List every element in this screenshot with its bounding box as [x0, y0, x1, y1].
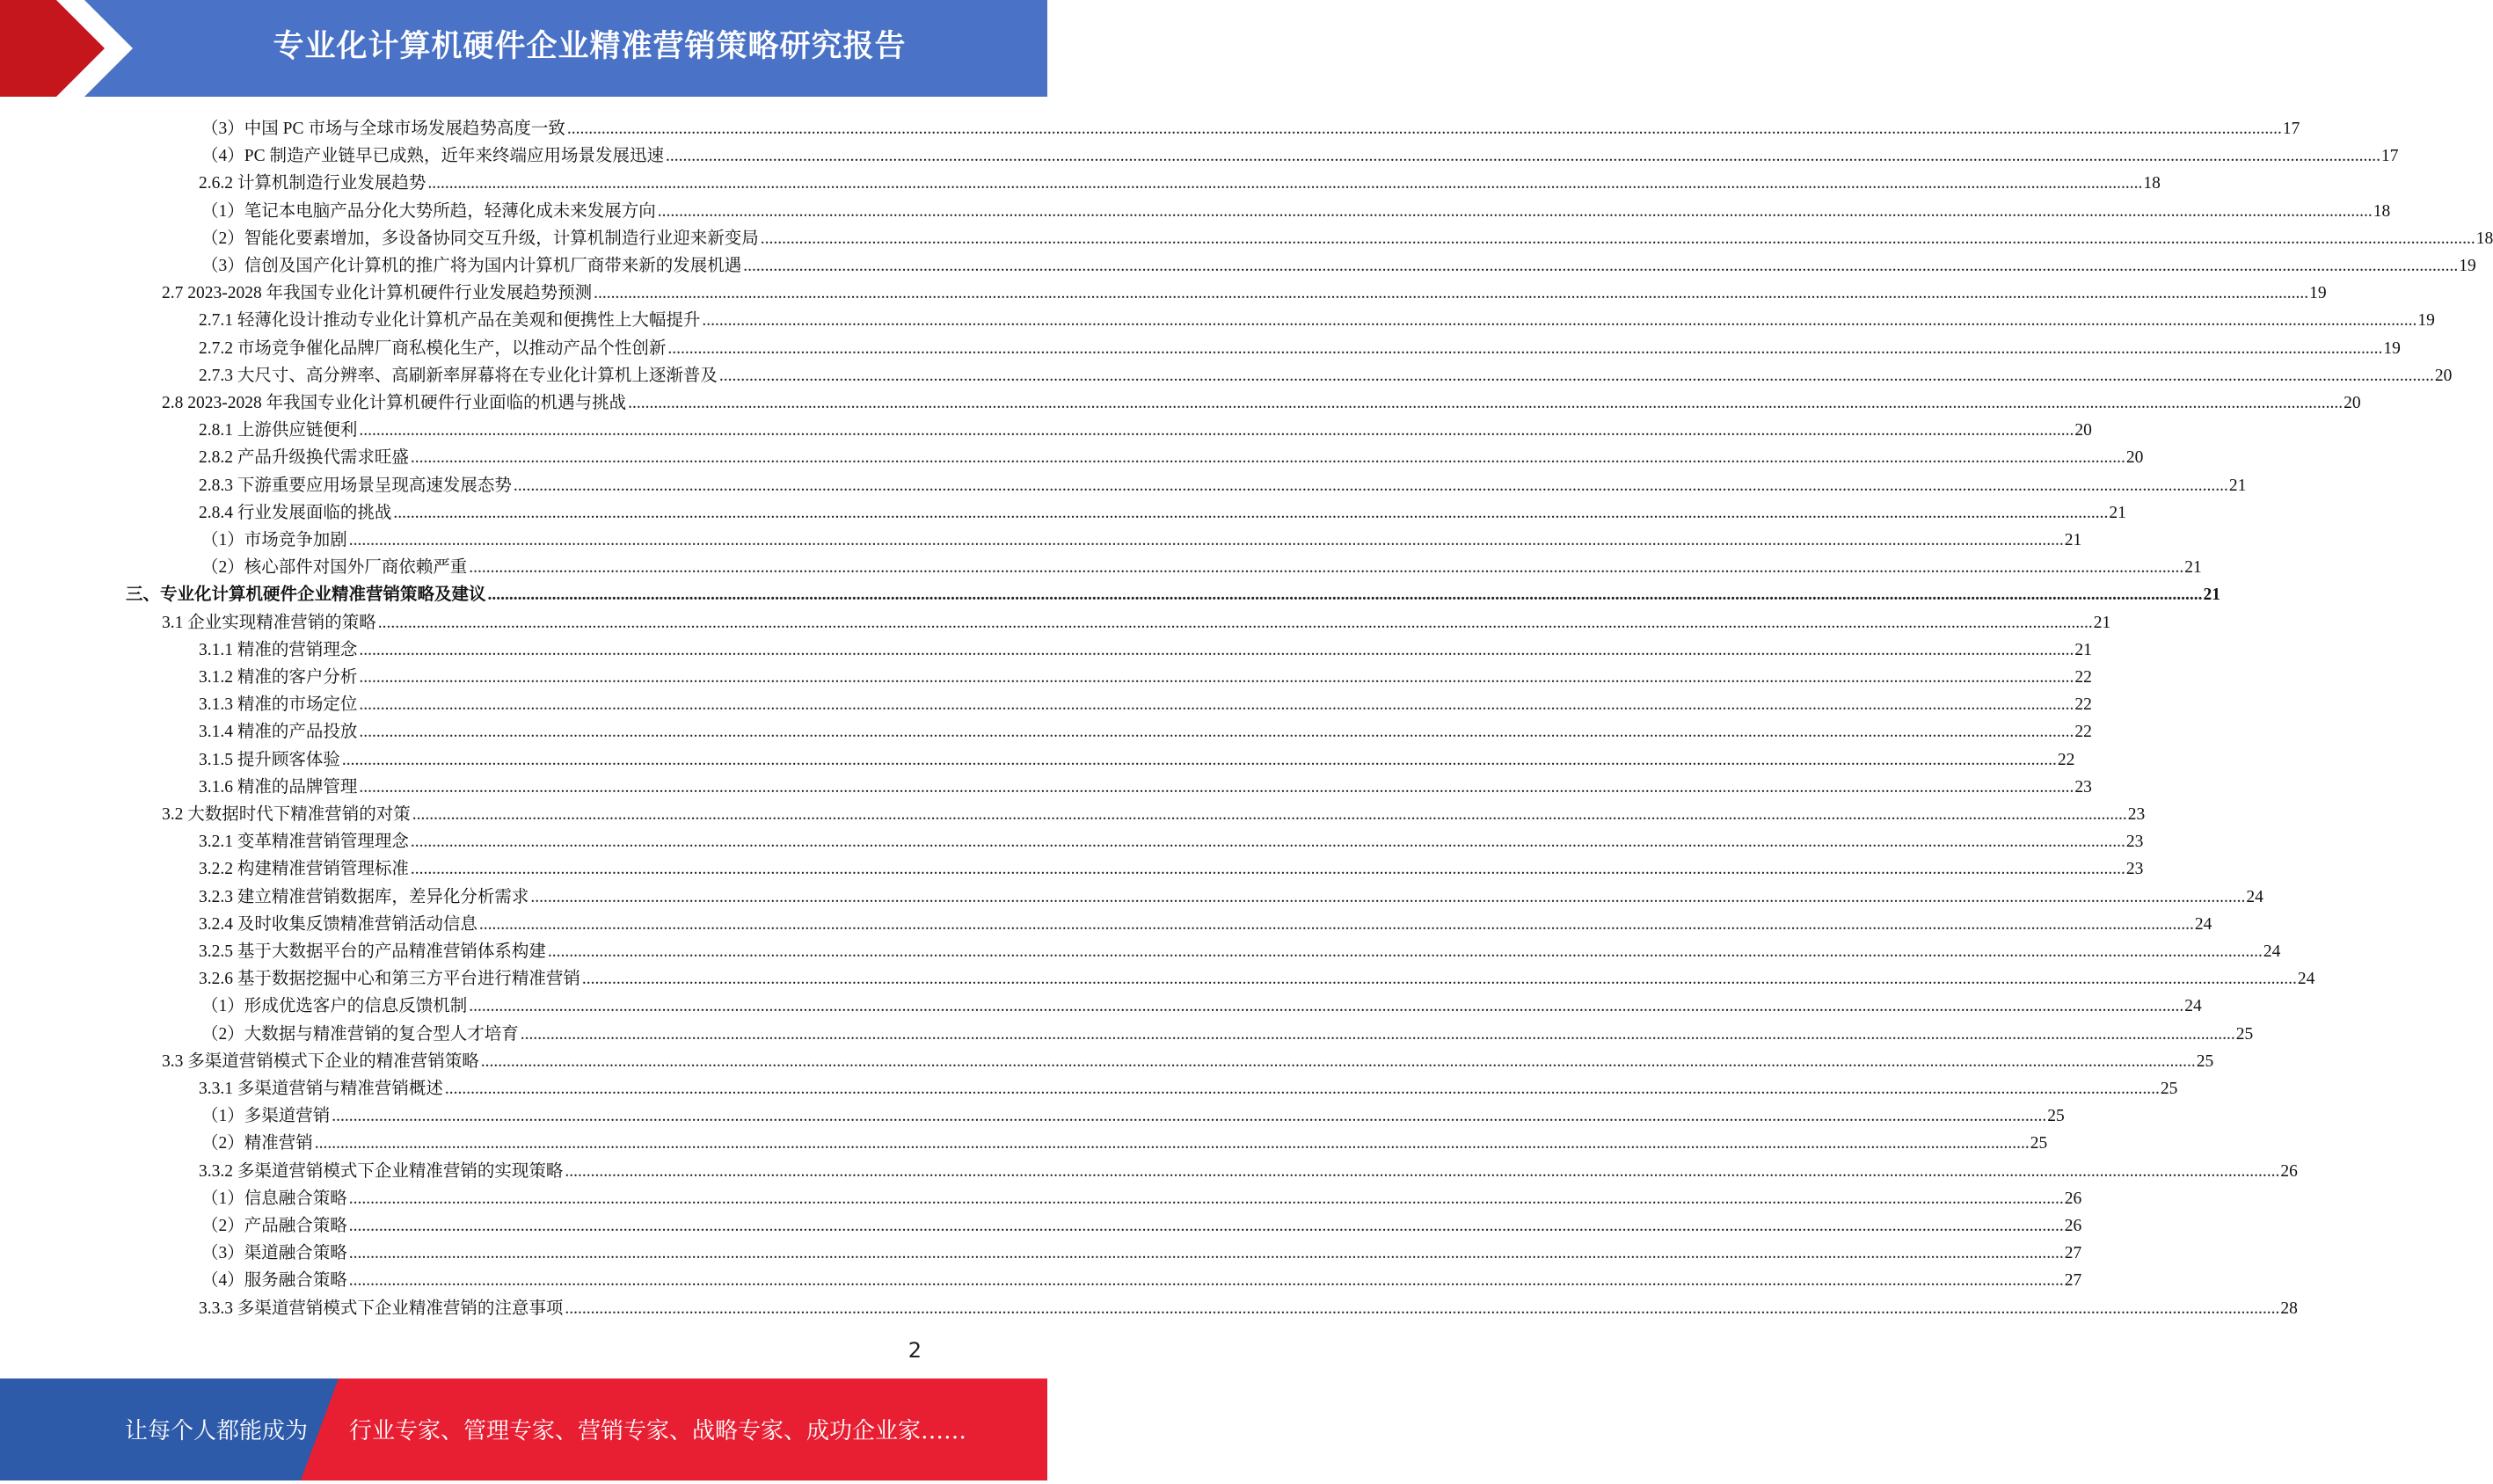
toc-entry[interactable] [199, 1291, 2298, 1319]
toc-entry-label: 3.1.3 精准的市场定位 [199, 695, 358, 715]
toc-entry-page: 18 [2143, 174, 2161, 193]
toc-entry[interactable] [162, 386, 2361, 413]
toc-entry-label: 2.7.1 轻薄化设计推动专业化计算机产品在美观和便携性上大幅提升 [199, 311, 701, 331]
toc-entry-page: 24 [2297, 970, 2315, 989]
toc-entry-page: 25 [2196, 1051, 2214, 1071]
toc-entry[interactable] [162, 1044, 2214, 1072]
toc-entry[interactable] [199, 743, 2075, 770]
toc-entry-page: 23 [2125, 860, 2144, 879]
toc-leader-dots: ................................................................................................................................................................................................................................................................................................................................................................................................................ [314, 1134, 2030, 1153]
toc-leader-dots: ................................................................................................................................................................................................................................................................................................................................................................................................................ [359, 777, 2074, 797]
toc-entry[interactable] [162, 276, 2327, 303]
toc-entry[interactable] [199, 660, 2092, 687]
toc-leader-dots: ................................................................................................................................................................................................................................................................................................................................................................................................................ [412, 805, 2127, 824]
toc-entry-label: 3.2.4 及时收集反馈精准营销活动信息 [199, 914, 477, 934]
toc-leader-dots: ................................................................................................................................................................................................................................................................................................................................................................................................................ [581, 970, 2297, 989]
toc-entry-label: 2.7 2023-2028 年我国专业化计算机硬件行业发展趋势预测 [162, 284, 593, 303]
toc-entry-page: 19 [2309, 284, 2327, 303]
toc-entry-page: 21 [2203, 586, 2221, 605]
toc-entry[interactable] [201, 112, 2300, 139]
toc-entry-page: 20 [2125, 448, 2144, 468]
toc-entry-label: 3.1.5 提升顾客体验 [199, 750, 340, 769]
toc-entry-page: 24 [2246, 887, 2263, 906]
toc-entry-page: 25 [2030, 1134, 2048, 1153]
toc-leader-dots: ................................................................................................................................................................................................................................................................................................................................................................................................................ [480, 1051, 2196, 1071]
toc-entry-page: 21 [2064, 531, 2082, 549]
toc-entry-page: 26 [2064, 1189, 2082, 1208]
toc-entry-page: 23 [2127, 805, 2146, 824]
toc-leader-dots: ................................................................................................................................................................................................................................................................................................................................................................................................................ [760, 229, 2475, 248]
toc-entry-label: 2.8.3 下游重要应用场景呈现高速发展态势 [199, 476, 512, 495]
toc-entry[interactable] [199, 770, 2092, 797]
toc-entry-page: 23 [2125, 833, 2144, 852]
toc-leader-dots: ................................................................................................................................................................................................................................................................................................................................................................................................................ [359, 421, 2074, 440]
toc-entry[interactable] [199, 303, 2435, 331]
toc-entry-page: 22 [2074, 695, 2092, 715]
toc-entry-page: 26 [2064, 1217, 2082, 1235]
toc-entry[interactable] [199, 687, 2092, 715]
toc-leader-dots: ................................................................................................................................................................................................................................................................................................................................................................................................................ [393, 503, 2109, 522]
toc-entry-page: 25 [2047, 1107, 2065, 1126]
toc-entry[interactable] [201, 1182, 2082, 1209]
toc-entry-page: 22 [2074, 668, 2092, 687]
toc-entry-label: （4）PC 制造产业链早已成熟，近年来终端应用场景发展迅速 [201, 147, 664, 166]
toc-entry-page: 24 [2184, 997, 2202, 1016]
toc-entry[interactable] [199, 715, 2092, 742]
toc-entry-label: （1）笔记本电脑产品分化大势所趋，轻薄化成未来发展方向 [201, 201, 656, 221]
toc-entry[interactable] [199, 935, 2281, 962]
toc-entry-label: 2.7.2 市场竞争催化品牌厂商私模化生产，以推动产品个性创新 [199, 338, 667, 358]
toc-entry-label: （2）核心部件对国外厂商依赖严重 [201, 558, 468, 578]
toc-entry-label: （2）智能化要素增加，多设备协同交互升级，计算机制造行业迎来新变局 [201, 229, 759, 248]
toc-entry-page: 20 [2434, 366, 2453, 385]
toc-entry-label: 2.6.2 计算机制造行业发展趋势 [199, 174, 426, 193]
toc-entry[interactable] [199, 852, 2144, 879]
toc-leader-dots: ................................................................................................................................................................................................................................................................................................................................................................................................................ [359, 695, 2074, 715]
toc-entry-label: 2.7.3 大尺寸、高分辨率、高刷新率屏幕将在专业化计算机上逐渐普及 [199, 366, 718, 385]
toc-entry-page: 24 [2263, 942, 2281, 961]
toc-leader-dots: ................................................................................................................................................................................................................................................................................................................................................................................................................ [665, 147, 2380, 166]
toc-entry[interactable] [199, 359, 2453, 386]
toc-leader-dots: ................................................................................................................................................................................................................................................................................................................................................................................................................ [469, 997, 2184, 1016]
page-header [0, 0, 1047, 97]
toc-entry-label: （3）渠道融合策略 [201, 1244, 347, 1263]
footer-slogan-right: 行业专家、管理专家、营销专家、战略专家、成功企业家…… [349, 1418, 967, 1444]
toc-entry-label: 3.2.6 基于数据挖掘中心和第三方平台进行精准营销 [199, 970, 580, 989]
toc-entry[interactable] [201, 1209, 2082, 1236]
toc-entry-label: 3.1.4 精准的产品投放 [199, 723, 358, 742]
toc-leader-dots: ................................................................................................................................................................................................................................................................................................................................................................................................................ [410, 833, 2125, 852]
toc-entry-label: （2）大数据与精准营销的复合型人才培育 [201, 1024, 519, 1044]
toc-entry[interactable] [199, 166, 2161, 193]
toc-entry-label: 2.8.2 产品升级换代需求旺盛 [199, 448, 409, 468]
toc-entry-label: 2.8.1 上游供应链便利 [199, 421, 358, 440]
toc-leader-dots: ................................................................................................................................................................................................................................................................................................................................................................................................................ [410, 448, 2125, 468]
toc-entry[interactable] [199, 496, 2126, 523]
toc-leader-dots: ................................................................................................................................................................................................................................................................................................................................................................................................................ [341, 750, 2057, 769]
toc-entry-label: 3.2 大数据时代下精准营销的对策 [162, 805, 411, 824]
toc-entry-page: 21 [2184, 558, 2202, 578]
toc-entry-page: 28 [2280, 1298, 2298, 1318]
toc-leader-dots: ................................................................................................................................................................................................................................................................................................................................................................................................................ [628, 394, 2344, 412]
toc-entry-label: 3.1.2 精准的客户分析 [199, 668, 358, 687]
toc-entry-label: （1）市场竞争加剧 [201, 531, 347, 549]
report-title: 专业化计算机硬件企业精准营销策略研究报告 [273, 29, 907, 64]
toc-entry-label: 3.3.3 多渠道营销模式下企业精准营销的注意事项 [199, 1298, 564, 1318]
toc-leader-dots: ................................................................................................................................................................................................................................................................................................................................................................................................................ [478, 914, 2194, 934]
toc-leader-dots: ................................................................................................................................................................................................................................................................................................................................................................................................................ [487, 586, 2203, 605]
toc-leader-dots: ................................................................................................................................................................................................................................................................................................................................................................................................................ [657, 201, 2373, 221]
toc-entry-label: 3.2.5 基于大数据平台的产品精准营销体系构建 [199, 942, 546, 961]
page-footer [0, 1379, 1047, 1480]
toc-entry[interactable] [201, 222, 2493, 249]
toc-leader-dots: ................................................................................................................................................................................................................................................................................................................................................................................................................ [667, 338, 2383, 358]
toc-entry[interactable] [201, 523, 2082, 550]
toc-entry-label: 3.1 企业实现精准营销的策略 [162, 613, 376, 632]
page-number: 2 [908, 1338, 922, 1363]
toc-entry-page: 20 [2344, 394, 2361, 412]
toc-entry-page: 26 [2280, 1161, 2298, 1181]
toc-entry[interactable] [199, 331, 2401, 359]
toc-entry-page: 21 [2109, 503, 2126, 522]
toc-entry[interactable] [199, 469, 2247, 496]
toc-entry-page: 20 [2074, 421, 2092, 440]
toc-leader-dots: ................................................................................................................................................................................................................................................................................................................................................................................................................ [348, 1217, 2064, 1235]
toc-leader-dots: ................................................................................................................................................................................................................................................................................................................................................................................................................ [547, 942, 2263, 961]
toc-entry-page: 22 [2057, 750, 2075, 769]
toc-leader-dots: ................................................................................................................................................................................................................................................................................................................................................................................................................ [348, 1244, 2064, 1263]
toc-entry-page: 23 [2074, 777, 2092, 797]
toc-leader-dots: ................................................................................................................................................................................................................................................................................................................................................................................................................ [566, 120, 2282, 138]
toc-entry[interactable] [201, 249, 2476, 276]
toc-entry-page: 21 [2074, 640, 2092, 659]
toc-entry-page: 25 [2160, 1080, 2178, 1098]
toc-entry[interactable] [201, 1263, 2082, 1291]
toc-entry-label: 2.8 2023-2028 年我国专业化计算机硬件行业面临的机遇与挑战 [162, 394, 627, 412]
toc-entry[interactable] [201, 1126, 2048, 1153]
toc-entry[interactable] [199, 1072, 2178, 1099]
toc-leader-dots: ................................................................................................................................................................................................................................................................................................................................................................................................................ [359, 640, 2074, 659]
toc-entry-label: （3）信创及国产化计算机的推广将为国内计算机厂商带来新的发展机遇 [201, 257, 742, 275]
toc-entry[interactable] [201, 194, 2391, 222]
toc-entry[interactable] [199, 440, 2144, 468]
toc-leader-dots: ................................................................................................................................................................................................................................................................................................................................................................................................................ [594, 284, 2309, 303]
toc-leader-dots: ................................................................................................................................................................................................................................................................................................................................................................................................................ [359, 668, 2074, 687]
toc-entry[interactable] [201, 139, 2399, 166]
toc-entry[interactable] [126, 578, 2221, 605]
toc-entry-label: 3.2.3 建立精准营销数据库，差异化分析需求 [199, 887, 529, 906]
toc-entry[interactable] [199, 962, 2315, 989]
toc-leader-dots: ................................................................................................................................................................................................................................................................................................................................................................................................................ [565, 1298, 2280, 1318]
toc-entry[interactable] [199, 1154, 2298, 1182]
toc-leader-dots: ................................................................................................................................................................................................................................................................................................................................................................................................................ [427, 174, 2143, 193]
toc-entry[interactable] [162, 606, 2111, 633]
toc-entry-page: 24 [2194, 914, 2212, 934]
toc-entry-label: 3.3.2 多渠道营销模式下企业精准营销的实现策略 [199, 1161, 564, 1181]
toc-leader-dots: ................................................................................................................................................................................................................................................................................................................................................................................................................ [513, 476, 2228, 495]
toc-leader-dots: ................................................................................................................................................................................................................................................................................................................................................................................................................ [348, 1271, 2064, 1291]
toc-entry-page: 19 [2417, 311, 2435, 331]
toc-entry-page: 25 [2235, 1024, 2254, 1044]
toc-entry-page: 18 [2373, 201, 2391, 221]
toc-entry-label: （1）形成优选客户的信息反馈机制 [201, 997, 468, 1016]
toc-leader-dots: ................................................................................................................................................................................................................................................................................................................................................................................................................ [410, 860, 2125, 879]
toc-leader-dots: ................................................................................................................................................................................................................................................................................................................................................................................................................ [348, 531, 2064, 549]
toc-entry[interactable] [162, 797, 2146, 825]
toc-leader-dots: ................................................................................................................................................................................................................................................................................................................................................................................................................ [444, 1080, 2160, 1098]
toc-leader-dots: ................................................................................................................................................................................................................................................................................................................................................................................................................ [348, 1189, 2064, 1208]
toc-entry[interactable] [199, 907, 2212, 935]
toc-entry-page: 27 [2064, 1244, 2082, 1263]
toc-entry-page: 22 [2074, 723, 2092, 742]
toc-entry-label: （1）多渠道营销 [201, 1107, 331, 1126]
toc-leader-dots: ................................................................................................................................................................................................................................................................................................................................................................................................................ [565, 1161, 2280, 1181]
toc-entry[interactable] [201, 989, 2202, 1016]
toc-entry[interactable] [201, 1099, 2065, 1126]
toc-leader-dots: ................................................................................................................................................................................................................................................................................................................................................................................................................ [359, 723, 2074, 742]
toc-entry-page: 21 [2228, 476, 2247, 495]
toc-entry-label: 3.3.1 多渠道营销与精准营销概述 [199, 1080, 443, 1098]
toc-entry-label: （4）服务融合策略 [201, 1271, 347, 1291]
toc-entry-page: 17 [2380, 147, 2399, 166]
toc-entry-page: 19 [2459, 257, 2476, 275]
toc-leader-dots: ................................................................................................................................................................................................................................................................................................................................................................................................................ [718, 366, 2434, 385]
toc-entry-label: 3.2.2 构建精准营销管理标准 [199, 860, 409, 879]
toc-entry[interactable] [201, 1017, 2254, 1044]
toc-entry-label: （3）中国 PC 市场与全球市场发展趋势高度一致 [201, 120, 565, 138]
toc-entry-label: （2）精准营销 [201, 1134, 313, 1153]
toc-leader-dots: ................................................................................................................................................................................................................................................................................................................................................................................................................ [743, 257, 2459, 275]
toc-leader-dots: ................................................................................................................................................................................................................................................................................................................................................................................................................ [520, 1024, 2235, 1044]
toc-entry-page: 17 [2282, 120, 2300, 138]
footer-slogan-left: 让每个人都能成为 [125, 1418, 309, 1444]
toc-leader-dots: ................................................................................................................................................................................................................................................................................................................................................................................................................ [702, 311, 2417, 331]
toc-entry[interactable] [199, 413, 2092, 440]
toc-entry-label: 3.3 多渠道营销模式下企业的精准营销策略 [162, 1051, 479, 1071]
toc-leader-dots: ................................................................................................................................................................................................................................................................................................................................................................................................................ [469, 558, 2184, 578]
toc-entry-page: 27 [2064, 1271, 2082, 1291]
toc-entry[interactable] [201, 1236, 2082, 1263]
toc-entry-page: 18 [2475, 229, 2493, 248]
toc-entry-label: （2）产品融合策略 [201, 1217, 347, 1235]
toc-entry-page: 21 [2093, 613, 2111, 632]
toc-entry[interactable] [199, 633, 2092, 660]
toc-leader-dots: ................................................................................................................................................................................................................................................................................................................................................................................................................ [377, 613, 2093, 632]
toc-leader-dots: ................................................................................................................................................................................................................................................................................................................................................................................................................ [332, 1107, 2047, 1126]
toc-leader-dots: ................................................................................................................................................................................................................................................................................................................................................................................................................ [530, 887, 2246, 906]
toc-entry-label: 3.2.1 变革精准营销管理理念 [199, 833, 409, 852]
toc-entry-label: （1）信息融合策略 [201, 1189, 347, 1208]
toc-entry[interactable] [201, 550, 2202, 578]
toc-entry-label: 三、专业化计算机硬件企业精准营销策略及建议 [126, 586, 486, 605]
toc-entry-label: 2.8.4 行业发展面临的挑战 [199, 503, 392, 522]
toc-entry-label: 3.1.1 精准的营销理念 [199, 640, 358, 659]
toc-entry-label: 3.1.6 精准的品牌管理 [199, 777, 358, 797]
toc-entry-page: 19 [2383, 338, 2401, 358]
toc-entry[interactable] [199, 825, 2144, 852]
toc-entry[interactable] [199, 880, 2263, 907]
